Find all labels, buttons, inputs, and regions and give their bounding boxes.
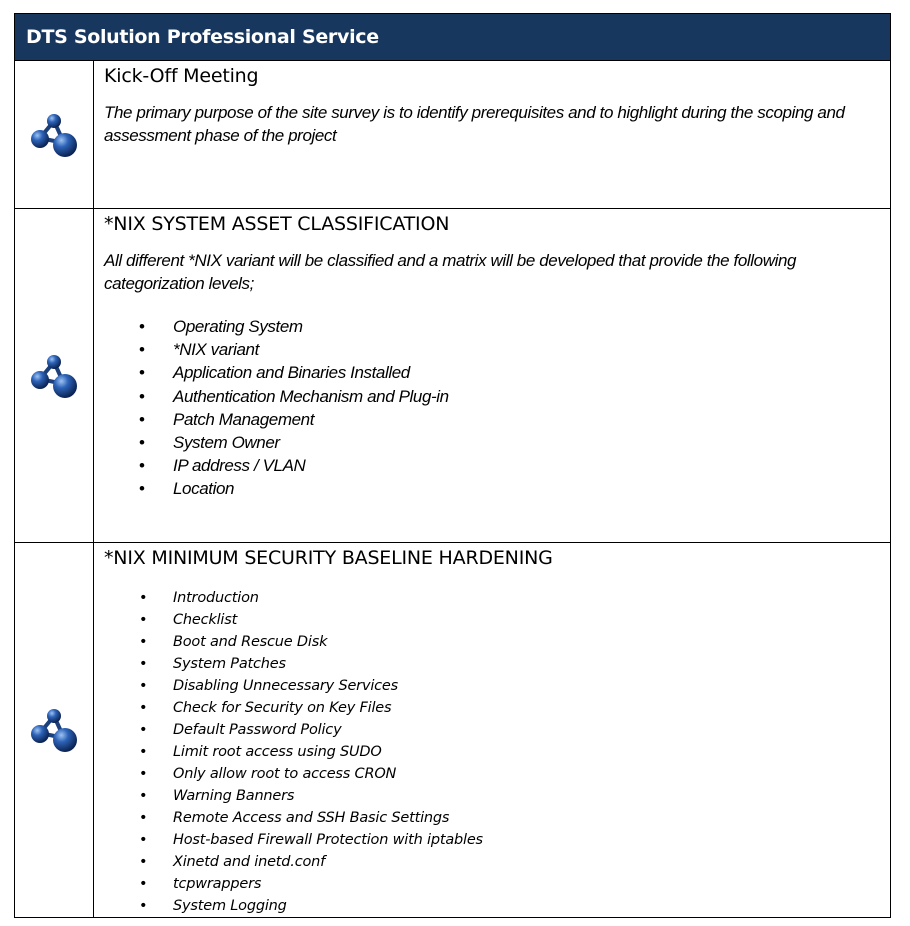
list-item: • Limit root access using SUDO <box>104 741 882 763</box>
list-item: • Xinetd and inetd.conf <box>104 851 882 873</box>
list-item: • System Owner <box>104 431 882 454</box>
section-icon-cell <box>15 61 94 208</box>
section-content <box>94 543 890 917</box>
section-description: All different *NIX variant will be classified and a matrix will be developed that provide the following categorization levels; <box>104 251 797 293</box>
list-item: • tcpwrappers <box>104 873 882 895</box>
molecule-icon <box>28 352 80 400</box>
section-icon-cell <box>15 543 94 917</box>
section-icon-cell <box>15 209 94 542</box>
header-title: DTS Solution Professional Service <box>26 26 379 48</box>
list-item: • Application and Binaries Installed <box>104 361 882 384</box>
list-item: • IP address / VLAN <box>104 454 882 477</box>
list-item: • Authentication Mechanism and Plug-in <box>104 385 882 408</box>
list-item: • Location <box>104 477 882 500</box>
list-item: • Warning Banners <box>104 785 882 807</box>
section-content <box>94 209 890 542</box>
section-description: The primary purpose of the site survey is to identify prerequisites and to highlight during the scoping and assessment phase of the project <box>104 103 845 145</box>
list-item: • Remote Access and SSH Basic Settings <box>104 807 882 829</box>
hardening-list <box>104 587 882 917</box>
list-item: • Operating System <box>104 315 882 338</box>
section-title: *NIX MINIMUM SECURITY BASELINE HARDENING <box>104 547 553 569</box>
section-row-asset-classification <box>15 209 890 543</box>
list-item: • Only allow root to access CRON <box>104 763 882 785</box>
list-item: • System Patches <box>104 653 882 675</box>
category-list <box>104 315 882 501</box>
list-item: • Check for Security on Key Files <box>104 697 882 719</box>
list-item: • Disabling Unnecessary Services <box>104 675 882 697</box>
list-item: • *NIX variant <box>104 338 882 361</box>
list-item: • Default Password Policy <box>104 719 882 741</box>
section-content <box>94 61 890 208</box>
list-item: • Boot and Rescue Disk <box>104 631 882 653</box>
service-table <box>14 13 891 918</box>
section-row-baseline-hardening <box>15 543 890 917</box>
section-row-kickoff <box>15 61 890 209</box>
molecule-icon <box>28 706 80 754</box>
list-item: • Checklist <box>104 609 882 631</box>
molecule-icon <box>28 111 80 159</box>
section-title: *NIX SYSTEM ASSET CLASSIFICATION <box>104 213 450 235</box>
table-header <box>15 14 890 61</box>
list-item: • System Logging <box>104 895 882 917</box>
list-item: • Host-based Firewall Protection with iptables <box>104 829 882 851</box>
section-title: Kick-Off Meeting <box>104 65 259 87</box>
list-item: • Introduction <box>104 587 882 609</box>
list-item: • Patch Management <box>104 408 882 431</box>
